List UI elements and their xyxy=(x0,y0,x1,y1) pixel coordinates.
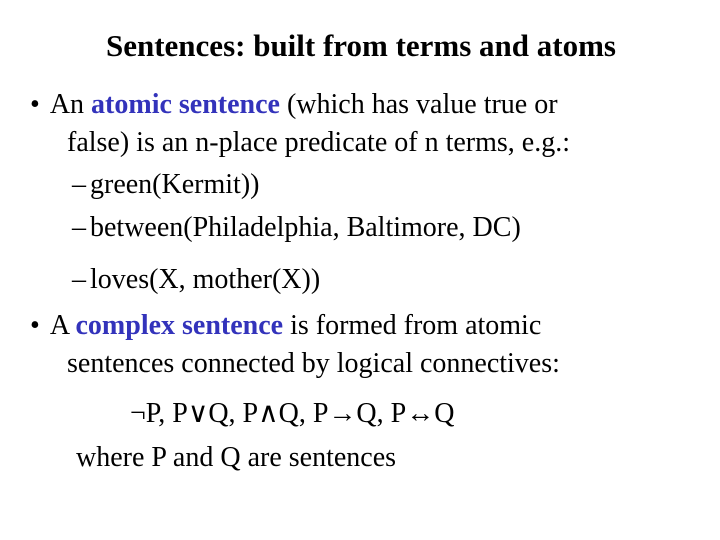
bullet-atomic-rest: (which has value true or xyxy=(279,89,558,120)
highlight-atomic-sentence: atomic sentence xyxy=(91,89,280,120)
bullet-atomic-line1 xyxy=(30,87,558,123)
bullet-complex-line2: sentences connected by logical connectives: xyxy=(67,348,560,379)
bullet-marker: • xyxy=(30,89,40,120)
highlight-complex-sentence: complex sentence xyxy=(75,310,284,341)
connectives-line: ¬P, P∨Q, P∧Q, P→Q, P↔Q xyxy=(130,398,455,429)
example-item xyxy=(72,210,521,246)
bullet-atomic-lead: An xyxy=(49,89,92,120)
bullet-complex-rest: is formed from atomic xyxy=(283,310,542,341)
dash-marker: – xyxy=(72,212,86,243)
slide-title: Sentences: built from terms and atoms xyxy=(105,28,617,63)
dash-marker: – xyxy=(72,169,86,200)
bullet-marker: • xyxy=(30,310,40,341)
where-clause: where P and Q are sentences xyxy=(76,442,397,473)
bullet-complex-lead: A xyxy=(49,310,76,341)
example-item xyxy=(72,167,259,203)
example-text: between(Philadelphia, Baltimore, DC) xyxy=(90,212,521,243)
bullet-atomic-line2: false) is an n-place predicate of n terms, e.g.: xyxy=(67,127,571,158)
example-text: loves(X, mother(X)) xyxy=(90,264,321,295)
example-text: green(Kermit)) xyxy=(90,169,260,200)
example-item xyxy=(72,262,320,298)
bullet-complex-line1 xyxy=(30,308,541,344)
dash-marker: – xyxy=(72,264,86,295)
